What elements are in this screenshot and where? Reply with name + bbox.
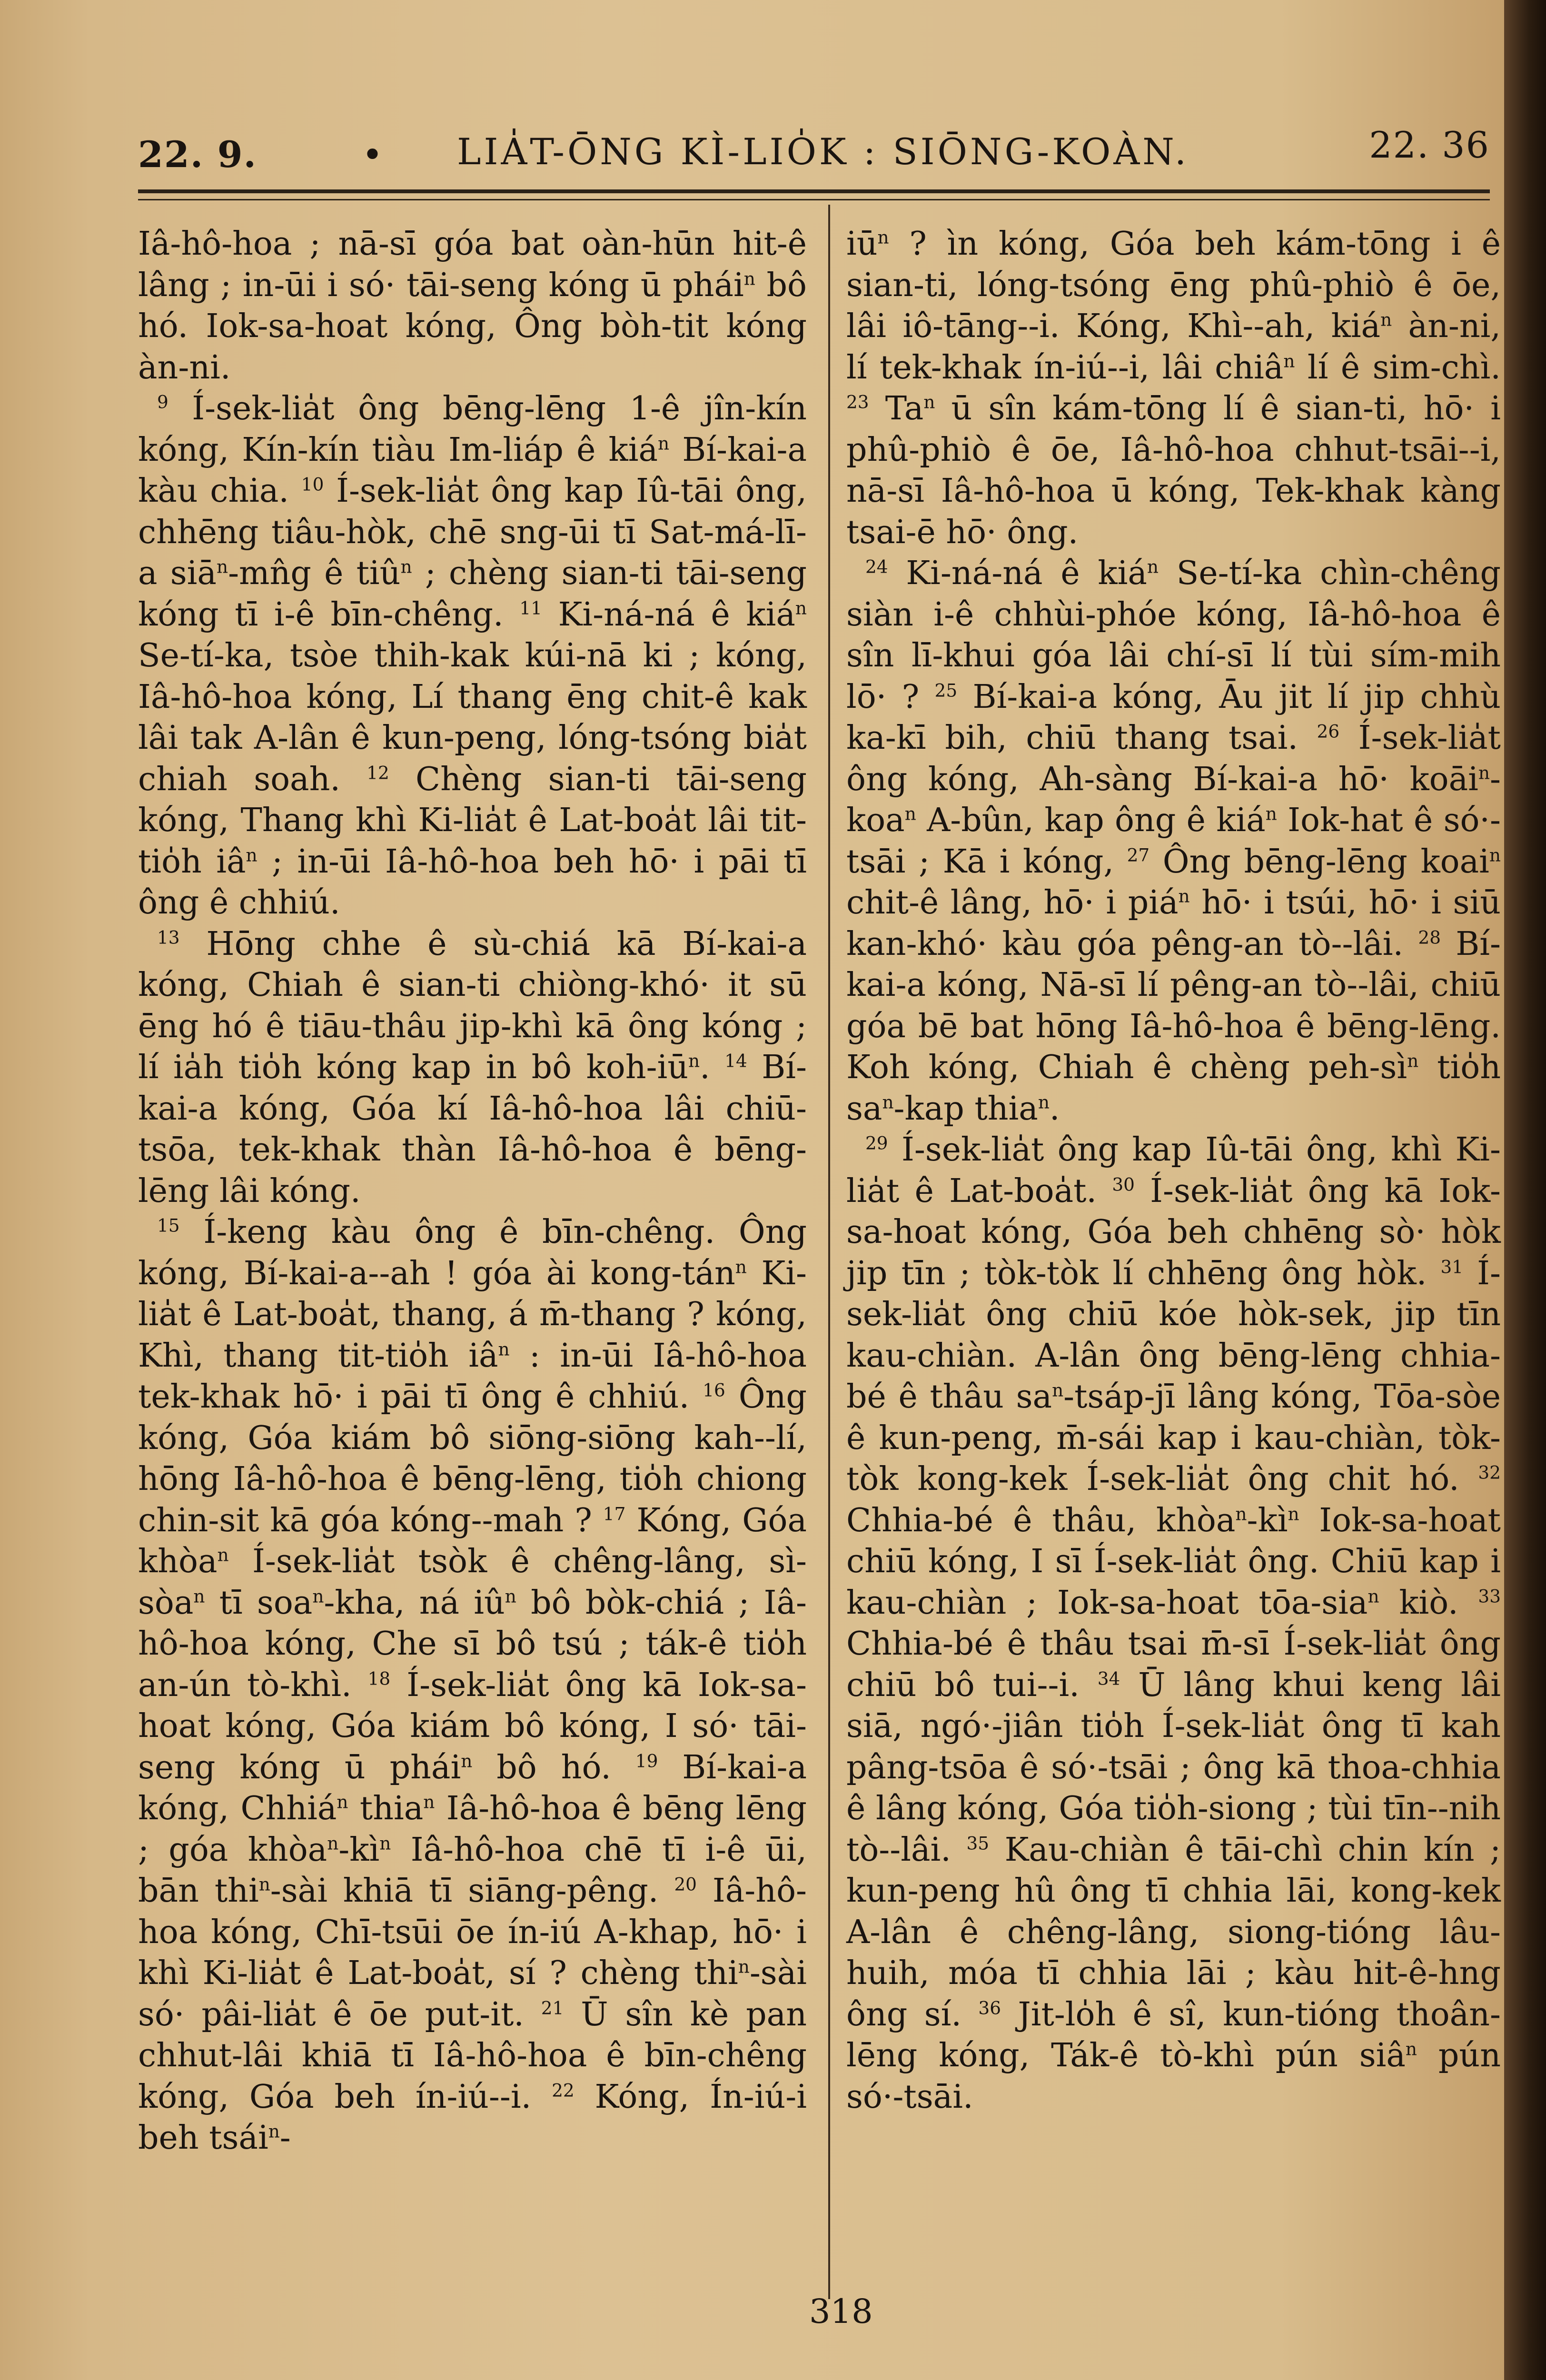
left-paragraph: Iâ-hô-hoa ; nā-sī góa bat oàn-hūn hit-ê lâng ; in-ūi i só· tāi-seng kóng ū phái$^n$ bô hó. Iok-sa-hoat kóng, Ông bòh-tit kóng àn-ni. bbox=[138, 225, 807, 387]
header-right-reference: 22. 36 bbox=[1369, 124, 1490, 166]
right-column bbox=[846, 224, 1501, 2118]
header-bullet: • bbox=[362, 133, 384, 176]
header-title: LIA̍T-ŌNG KÌ-LIO̍K : SIŌNG-KOÀN. bbox=[457, 130, 1189, 173]
left-paragraph: $^9$ Í-sek-lia̍t ông bēng-lēng 1-ê jîn-kín kóng, Kín-kín tiàu Im-liáp ê kiá$^n$ Bí-kai-a kàu chia. $^{10}$ Í-sek-lia̍t ông kap Iû-tāi ông, chhēng tiâu-hòk, chē sng-ūi tī Sat-má-lī-a siā$^n$-mn̂g ê tiû$^n$ ; chèng sian-ti tāi-seng kóng tī i-ê bīn-chêng. $^{11}$ Ki-ná-ná ê kiá$^n$ Se-tí-ka, tsòe thih-kak kúi-nā ki ; kóng, Iâ-hô-hoa kóng, Lí thang ēng chit-ê kak lâi tak A-lân ê kun-peng, lóng-tsóng bia̍t chiah soah. $^{12}$ Chèng sian-ti tāi-seng kóng, Thang khì Ki-lia̍t ê Lat-boa̍t lâi tit-tio̍h $iâ^n$ ; in-ūi Iâ-hô-hoa beh hō· i pāi tī ông ê chhiú. bbox=[138, 390, 807, 922]
right-paragraph: $^{24}$ Ki-ná-ná ê kiá$^n$ Se-tí-ka chìn-chêng siàn i-ê chhùi-phóe kóng, Iâ-hô-hoa ê sîn lī-khui góa lâi chí-sī lí tùi sím-mih lō· ? $^{25}$ Bí-kai-a kóng, Āu jit lí jip chhù ka-kī bih, chiū thang tsai. $^{26}$ Í-sek-lia̍t ông kóng, Ah-sàng Bí-kai-a hō· koāi$^n$-koa$^n$ A-bûn, kap ông ê kiá$^n$ Iok-hat ê só·-tsāi ; Kā i kóng, $^{27}$ Ông bēng-lēng koai$^n$ chit-ê lâng, hō· i piá$^n$ hō· i tsúi, hō· i siū kan-khó· kàu góa pêng-an tò--lâi. $^{28}$ Bí-kai-a kóng, Nā-sī lí pêng-an tò--lâi, chiū góa bē bat hōng Iâ-hô-hoa ê bēng-lēng. Koh kóng, Chiah ê chèng peh-$sì^n$ tio̍h $sa^n$-kap thia$^n$. bbox=[846, 555, 1501, 1128]
header-rule-thick bbox=[138, 189, 1490, 193]
header-left-reference: 22. 9. bbox=[138, 133, 258, 176]
left-paragraph: $^{13}$ Hōng chhe ê sù-chiá kā Bí-kai-a kóng, Chiah ê sian-ti chiòng-khó· it sū ēng hó ê tiāu-thâu jip-khì kā ông kóng ; lí ia̍h tio̍h kóng kap in bô koh-$iū^n$. $^{14}$ Bí-kai-a kóng, Góa kí Iâ-hô-hoa lâi chiū-tsōa, tek-khak thàn Iâ-hô-hoa ê bēng-lēng lâi kóng. bbox=[138, 925, 807, 1210]
page-number: 318 bbox=[809, 2292, 873, 2331]
right-paragraph: $^{29}$ Í-sek-lia̍t ông kap Iû-tāi ông, khì Ki-lia̍t ê Lat-boa̍t. $^{30}$ Í-sek-lia̍t ông kā Iok-sa-hoat kóng, Góa beh chhēng sò· hòk jip tīn ; tòk-tòk lí chhēng ông hòk. $^{31}$ Í-sek-lia̍t ông chiū kóe hòk-sek, jip tīn kau-chiàn. A-lân ông bēng-lēng chhia-bé ê thâu $sa^n-tsáp-jī$ lâng kóng, Tōa-sòe ê kun-peng, m̄-sái kap i kau-chiàn, tòk-tòk kong-kek Í-sek-lia̍t ông chit hó. $^{32}$ Chhia-bé ê thâu, $khòa^n-kì^n$ Iok-sa-hoat chiū kóng, I sī Í-sek-lia̍t ông. Chiū kap i kau-chiàn ; Iok-sa-hoat tōa-sia$^n$ kiò. $^{33}$ Chhia-bé ê thâu tsai m̄-sī Í-sek-lia̍t ông chiū bô tui--i. $^{34}$ Ū lâng khui keng lâi siā, ngó·-jiân tio̍h Í-sek-lia̍t ông tī kah pâng-tsōa ê só·-tsāi ; ông kā thoa-chhia ê lâng kóng, Góa tio̍h-siong ; tùi tīn--nih tò--lâi. $^{35}$ Kau-chiàn ê tāi-chì chin kín ; kun-peng hû ông tī chhia lāi, kong-kek A-lân ê chêng-lâng, siong-tióng lâu-huih, móa tī chhia lāi ; kàu hit-ê-hng ông sí. $^{36}$ Jit-lo̍h ê sî, kun-tióng thoân-lēng kóng, Ták-ê tò-khì pún siâ$^n$ pún só·-tsāi. bbox=[846, 1131, 1501, 2116]
right-paragraph: $iū^n$ ? ìn kóng, Góa beh kám-tōng i ê sian-ti, lóng-tsóng ēng phû-phiò ê ōe, lâi iô-tāng--i. Kóng, Khì--ah, kiá$^n$ àn-ni, lí tek-khak ín-iú--i, lâi chiâ$^n$ lí ê sim-chì. $^{23}$ Ta$^n$ ū sîn kám-tōng lí ê sian-ti, hō· i phû-phiò ê ōe, Iâ-hô-hoa chhut-tsāi--i, nā-sī Iâ-hô-hoa ū kóng, Tek-khak kàng tsai-ē hō· ông. bbox=[846, 225, 1501, 551]
running-header bbox=[133, 119, 1495, 176]
left-paragraph: $^{15}$ Í-keng kàu ông ê bīn-chêng. Ông kóng, Bí-kai-a--ah ! góa ài kong-tán$^n$ Ki-lia̍t ê Lat-boa̍t, thang, á m̄-thang ? kóng, Khì, thang tit-tio̍h $iâ^n$ : in-ūi Iâ-hô-hoa tek-khak hō· i pāi tī ông ê chhiú. $^{16}$ Ông kóng, Góa kiám bô siōng-siōng kah--lí, hōng Iâ-hô-hoa ê bēng-lēng, tio̍h chiong chin-sit kā góa kóng--mah ? $^{17}$ Kóng, Góa khòa$^n$ Í-sek-lia̍t tsòk ê chêng-lâng, sì-sòa$^n$ tī soa$^n$-kha, ná $iû^n$ bô bòk-chiá ; Iâ-hô-hoa kóng, Che sī bô tsú ; ták-ê tio̍h an-ún tò-khì. $^{18}$ Í-sek-lia̍t ông kā Iok-sa-hoat kóng, Góa kiám bô kóng, I só· tāi-seng kóng ū phái$^n$ bô hó. $^{19}$ Bí-kai-a kóng, Chhiá$^n$ thia$^n$ Iâ-hô-hoa ê bēng lēng ; góa $khòa^n-kì^n$ Iâ-hô-hoa chē tī i-ê ūi, bān thi$^n$-sài khiā tī siāng-pêng. $^{20}$ Iâ-hô-hoa kóng, Chī-tsūi ōe ín-iú A-khap, hō· i khì Ki-lia̍t ê Lat-boa̍t, sí ? chèng thi$^n$-sài só· pâi-lia̍t ê ōe put-it. $^{21}$ Ū sîn kè pan chhut-lâi khiā tī Iâ-hô-hoa ê bīn-chêng kóng, Góa beh ín-iú--i. $^{22}$ Kóng, Ín-iú-i beh tsái$^n$- bbox=[138, 1213, 807, 2157]
left-column bbox=[138, 224, 807, 2159]
column-divider bbox=[828, 205, 830, 2299]
header-rule-thin bbox=[138, 199, 1490, 200]
book-spine-edge bbox=[1504, 0, 1546, 2380]
